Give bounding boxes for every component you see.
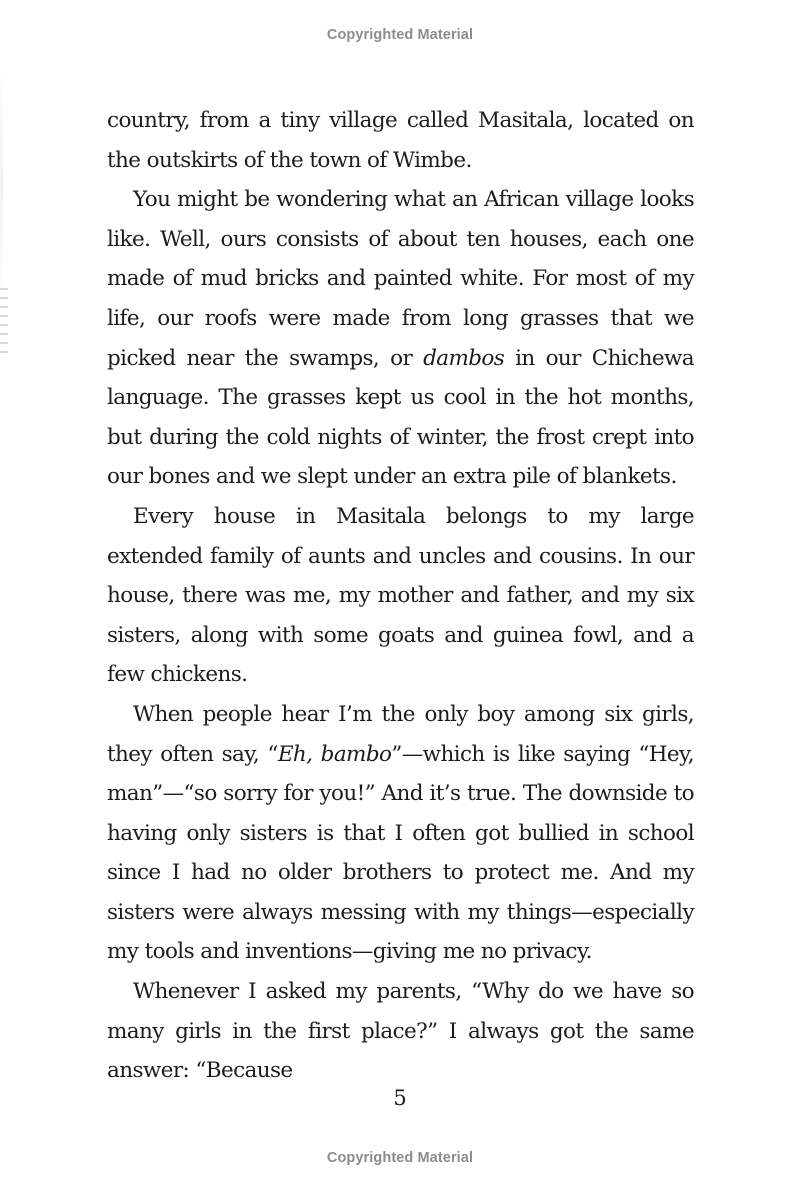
copyright-watermark-top: Copyrighted Material	[326, 27, 474, 43]
body-text	[107, 101, 694, 1091]
paragraph	[107, 101, 694, 180]
italic-term: Eh, bambo	[277, 741, 392, 767]
copyright-watermark-bottom: Copyrighted Material	[326, 1150, 474, 1166]
page-edge-shadow	[0, 70, 3, 300]
text-run: Whenever I asked my parents, “Why do we have so many girls in the first place?” I always got the same answer: “Because	[107, 979, 694, 1084]
text-run: in our Chichewa language. The grasses kept us cool in the hot months, but during the cold nights of winter, the frost crept into our bones and we slept under an extra pile of blankets.	[107, 345, 695, 490]
text-run: You might be wondering what an African village looks like. Well, ours consists of about ten houses, each one made of mud bricks and painted white. For most of my life, our roofs were made from long grasses that we picked near the swamps, or	[107, 187, 694, 371]
paragraph	[107, 497, 694, 695]
paragraph	[107, 972, 694, 1091]
paragraph	[107, 695, 694, 972]
text-run: Every house in Masitala belongs to my large extended family of aunts and uncles and cousins. In our house, there was me, my mother and father, and my six sisters, along with some goats and guinea fowl, and a few chickens.	[107, 503, 694, 688]
italic-term: dambos	[423, 345, 505, 371]
paragraph	[107, 180, 694, 497]
page-number: 5	[393, 1086, 407, 1110]
text-run: When people hear I’m the only boy among six girls, they often say, “	[107, 701, 694, 767]
text-run: ”—which is like saying “Hey, man”—“so sorry for you!” And it’s true. The downside to having only sisters is that I often got bullied in school since I had no older brothers to protect me. And my sisters were always messing with my things—especially my tools and inventions—giving me no privacy.	[107, 741, 694, 965]
text-run: country, from a tiny village called Masitala, located on the outskirts of the town of Wimbe.	[107, 108, 694, 173]
page-edge-marks	[0, 288, 8, 358]
